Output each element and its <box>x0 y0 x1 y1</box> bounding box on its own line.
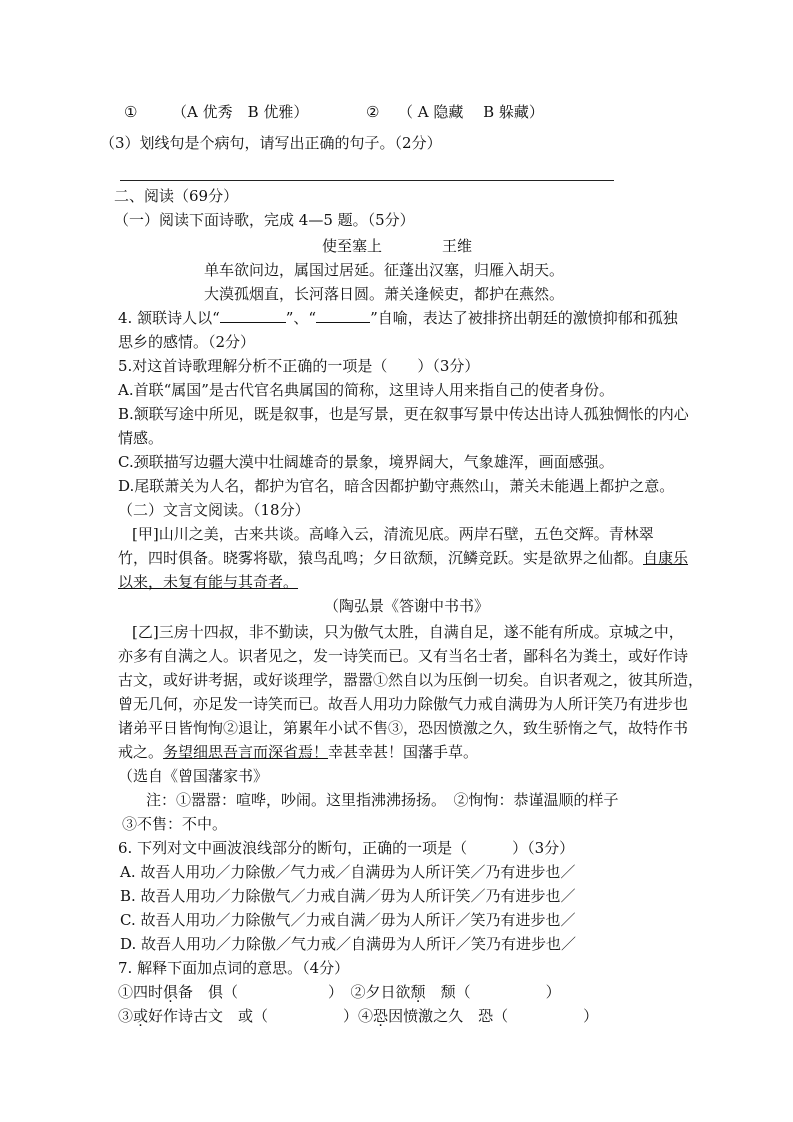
q2-option-circle-1: ① <box>124 103 138 121</box>
text-yi-line-1: [乙]三房十四叔，非不勤读，只为傲气太胜，自满自足，遂不能有所成。京城之中， <box>132 623 684 641</box>
q7-row-2-c: 好作诗古文 或（ ）④ <box>148 1007 374 1025</box>
part-2-heading: （二）文言文阅读。（18分） <box>118 501 310 519</box>
text-jia-underlined-1: 自康乐 <box>643 549 689 567</box>
question-3: （3）划线句是个病句，请写出正确的句子。（2分） <box>100 134 442 152</box>
q5-option-a: A.首联“属国”是古代官名典属国的简称，这里诗人用来指自己的使者身份。 <box>118 381 614 399</box>
q7-dotted-ju: 俱 <box>163 983 179 1001</box>
q6-option-a: A. 故吾人用功／力除傲／气力戒／自满毋为人所讦笑／乃有进步也／ <box>120 863 576 881</box>
text-yi-line-6 <box>118 742 478 762</box>
q4-text-a: 4. 颔联诗人以“ <box>118 309 220 327</box>
q2-options-2: （ A 隐藏 B 躲藏） <box>398 103 544 121</box>
q4-blank-1[interactable] <box>220 308 286 323</box>
section-2-heading: 二、阅读（69分） <box>114 187 239 205</box>
poem-line-2: 大漠孤烟直，长河落日圆。萧关逢候吏，都护在燕然。 <box>204 285 565 303</box>
q7-row-2-e: 因愤激之久 恐（ ） <box>388 1007 599 1025</box>
text-jia-line-2 <box>118 548 688 568</box>
q5-option-b: B.颔联写途中所见，既是叙事，也是写景，更在叙事写景中传达出诗人孤独惆怅的内心 <box>118 405 689 423</box>
poem-author: 王维 <box>442 237 473 255</box>
q5-option-b-cont: 情感。 <box>118 429 164 447</box>
part-1-heading: （一）阅读下面诗歌，完成 4—5 题。（5分） <box>114 211 415 229</box>
q6-option-d: D. 故吾人用功／力除傲／气力戒／自满毋为人所讦／笑乃有进步也／ <box>120 935 577 953</box>
q2-option-circle-2: ② <box>366 103 380 121</box>
q4-blank-2[interactable] <box>316 308 370 323</box>
question-5: 5.对这首诗歌理解分析不正确的一项是（ ）（3分） <box>118 357 480 375</box>
q7-row-2 <box>118 1006 598 1026</box>
text-yi-source: （选自《曾国藩家书》 <box>118 767 269 785</box>
q7-row-1-c: 备 俱（ ） ②夕日欲 <box>178 983 411 1001</box>
q4-text-b: ”、“ <box>285 309 317 327</box>
text-yi-underlined: 务望细思吾言而深省焉！ <box>163 743 329 761</box>
text-jia-underlined-2: 以来，未复有能与其奇者。 <box>118 573 299 591</box>
text-jia-line-1: [甲]山川之美，古来共谈。高峰入云，清流见底。两岸石壁，五色交辉。青林翠 <box>132 525 654 543</box>
q5-option-d: D.尾联萧关为人名，都护为官名，暗含因都护勤守燕然山，萧关未能遇上都护之意。 <box>118 477 675 495</box>
q6-option-b: B. 故吾人用功／力除傲气／力戒自满／毋为人所讦笑／乃有进步也／ <box>120 887 576 905</box>
text-yi-line-2: 亦多有自满之人。识者见之，发一诗笑而已。又有当名士者，鄙科名为粪土，或好作诗 <box>118 647 689 665</box>
question-6: 6. 下列对文中画波浪线部分的断句，正确的一项是（ ）（3分） <box>118 839 575 857</box>
q5-option-c: C.颈联描写边疆大漠中壮阔雄奇的景象，境界阔大，气象雄浑，画面感强。 <box>118 453 614 471</box>
q6-option-c: C. 故吾人用功／力除傲气／力戒自满／毋为人所讦／笑乃有进步也／ <box>120 911 576 929</box>
q7-dotted-kong: 恐 <box>373 1007 389 1025</box>
text-yi-note-2: ③不售：不中。 <box>122 815 228 833</box>
text-jia-line-2a: 竹，四时俱备。晓雾将歇，猿鸟乱鸣；夕日欲颓，沉鳞竞跃。实是欲界之仙都。 <box>118 549 644 567</box>
q7-row-1-e: 颓（ ） <box>425 983 561 1001</box>
text-yi-note-1: 注：①嚣嚣：喧哗，吵闹。这里指沸沸扬扬。 ②恂恂：恭谨温顺的样子 <box>146 791 619 809</box>
poem-title: 使至塞上 <box>322 237 383 255</box>
q7-row-2-a: ③ <box>118 1007 134 1025</box>
text-yi-line-6a: 戒之。 <box>118 743 164 761</box>
poem-line-1: 单车欲问边，属国过居延。征蓬出汉塞，归雁入胡天。 <box>204 261 565 279</box>
text-yi-line-5: 诸弟平日皆恂恂②退让，第累年小试不售③，恐因愤激之久，致生骄惰之气，故特作书 <box>118 719 689 737</box>
text-jia-source: （陶弘景《答谢中书书》 <box>324 597 490 615</box>
text-yi-line-4: 曾无几何，亦足发一诗笑而已。故吾人用功力除傲气力戒自满毋为人所讦笑乃有进步也 <box>118 695 689 713</box>
text-yi-line-3: 古文，或好讲考据，或好谈理学，嚣嚣①然自以为压倒一切矣。自识者观之，彼其所造， <box>118 671 704 689</box>
question-4 <box>118 308 678 328</box>
question-7: 7. 解释下面加点词的意思。（4分） <box>118 959 350 977</box>
q7-row-1-a: ①四时 <box>118 983 164 1001</box>
q7-row-1 <box>118 982 561 1002</box>
answer-line <box>120 180 614 181</box>
q2-options-1: （A 优秀 B 优雅） <box>172 103 309 121</box>
question-4-cont: 思乡的感情。（2分） <box>118 333 256 351</box>
q7-dotted-huo: 或 <box>133 1007 149 1025</box>
q7-dotted-tui: 颓 <box>410 983 426 1001</box>
q4-text-c: ”自喻，表达了被排挤出朝廷的激愤抑郁和孤独 <box>370 309 678 327</box>
text-yi-line-6c: 幸甚幸甚！国藩手草。 <box>328 743 479 761</box>
